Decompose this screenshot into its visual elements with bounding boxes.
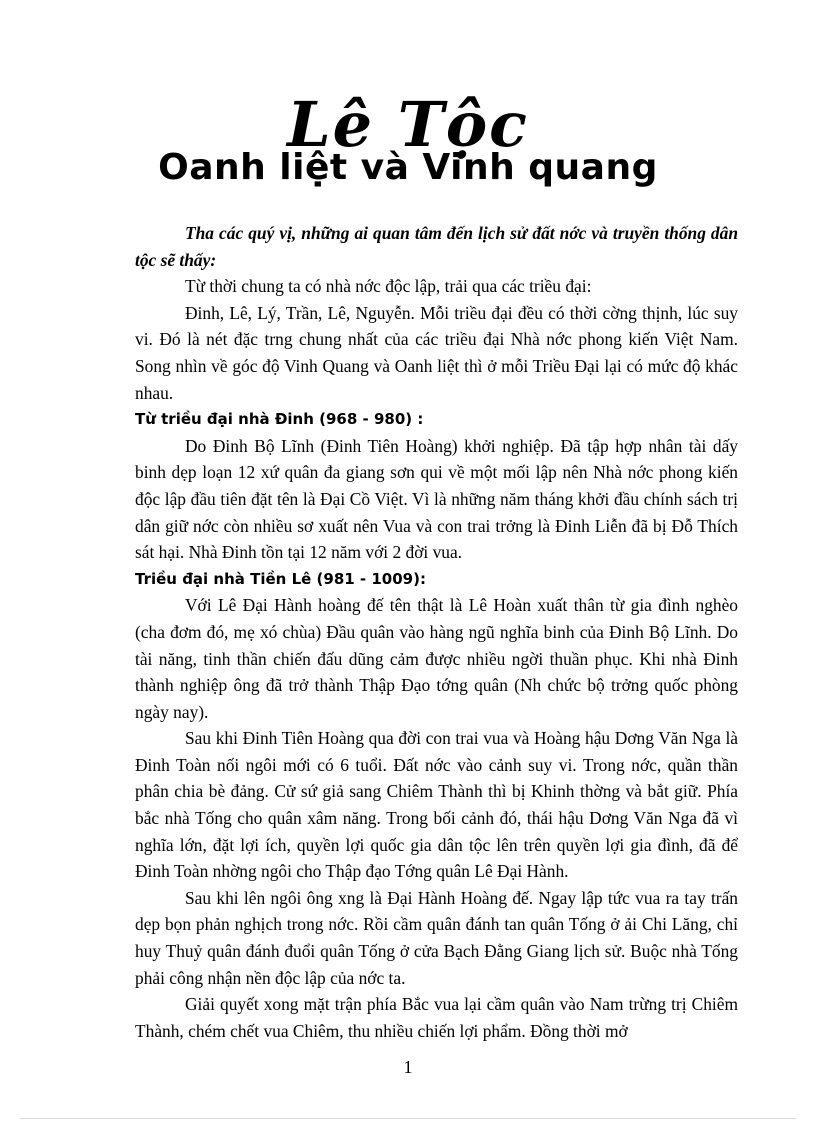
document-subtitle: Oanh liệt và Vinh quang	[158, 147, 658, 188]
section-heading-tien-le: Triều đại nhà Tiền Lê (981 - 1009):	[135, 569, 426, 588]
body-paragraph: Đinh, Lê, Lý, Trần, Lê, Nguyễn. Mỗi triều đại đều có thời cờng thịnh, lúc suy vi. Đó là nét đặc trng chung nhất của các triều đại Nhà nớc phong kiến Việt Nam. Song nhìn về góc độ Vinh Quang và Oanh liệt thì ở mỗi Triều Đại lại có mức độ khác nhau.	[135, 302, 738, 403]
body-paragraph: Giải quyết xong mặt trận phía Bắc vua lại cầm quân vào Nam trừng trị Chiêm Thành, chém chết vua Chiêm, thu nhiều chiến lợi phẩm. Đồng thời mở	[135, 994, 738, 1041]
section-heading-dinh: Từ triều đại nhà Đinh (968 - 980) :	[135, 410, 424, 429]
body-paragraph: Do Đinh Bộ Lĩnh (Đinh Tiên Hoàng) khởi nghiệp. Đã tập hợp nhân tài dấy binh dẹp loạn 12 xứ quân đa giang sơn qui về một mối lập nên Nhà nớc phong kiến độc lập đầu tiên đặt tên là Đại Cồ Việt. Vì là những năm tháng khởi đầu chính sách trị dân giữ nớc còn nhiều sơ xuất nên Vua và con trai trởng là Đinh Liễn đã bị Đỗ Thích sát hại. Nhà Đinh tồn tại 12 năm với 2 đời vua.	[135, 435, 738, 563]
page-number: 1	[403, 1057, 413, 1077]
document-body	[135, 220, 738, 1044]
page-bottom-divider	[20, 1118, 796, 1119]
body-paragraph: Với Lê Đại Hành hoàng đế tên thật là Lê Hoàn xuất thân từ gia đình nghèo (cha đơm đó, mẹ xó chùa) Đầu quân vào hàng ngũ nghĩa binh của Đinh Bộ Lĩnh. Do tài năng, tinh thần chiến đấu dũng cảm được nhiều ngời thuần phục. Khi nhà Đinh thành nghiệp ông đã trở thành Thập Đạo tớng quân (Nh chức bộ trởng quốc phòng ngày nay).	[135, 595, 738, 722]
body-paragraph: Sau khi lên ngôi ông xng là Đại Hành Hoàng đế. Ngay lập tức vua ra tay trấn dẹp bọn phản nghịch trong nớc. Rồi cầm quân đánh tan quân Tống ở ải Chi Lăng, chỉ huy Thuỷ quân đánh đuổi quân Tống ở cửa Bạch Đằng Giang lịch sử. Buộc nhà Tống phải công nhận nền độc lập của nớc ta.	[135, 887, 738, 988]
document-title: Lê Tộc	[287, 88, 529, 161]
body-paragraph: Từ thời chung ta có nhà nớc độc lập, trải qua các triều đại:	[185, 276, 592, 297]
intro-paragraph: Tha các quý vị, những ai quan tâm đến lịch sử đất nớc và truyền thống dân tộc sẽ thấy:	[135, 223, 738, 270]
body-paragraph: Sau khi Đinh Tiên Hoàng qua đời con trai vua và Hoàng hậu Dơng Văn Nga là Đinh Toàn nối ngôi mới có 6 tuổi. Đất nớc vào cảnh suy vi. Trong nớc, quần thần phân chia bè đảng. Cử sứ giả sang Chiêm Thành thì bị Khinh thờng và bắt giữ. Phía bắc nhà Tống cho quân xâm năng. Trong bối cảnh đó, thái hậu Dơng Văn Nga đã vì nghĩa lớn, đặt lợi ích, quyền lợi quốc gia dân tộc lên trên quyền lợi gia đình, đã để Đinh Toàn nhờng ngôi cho Thập đạo Tớng quân Lê Đại Hành.	[135, 728, 738, 882]
